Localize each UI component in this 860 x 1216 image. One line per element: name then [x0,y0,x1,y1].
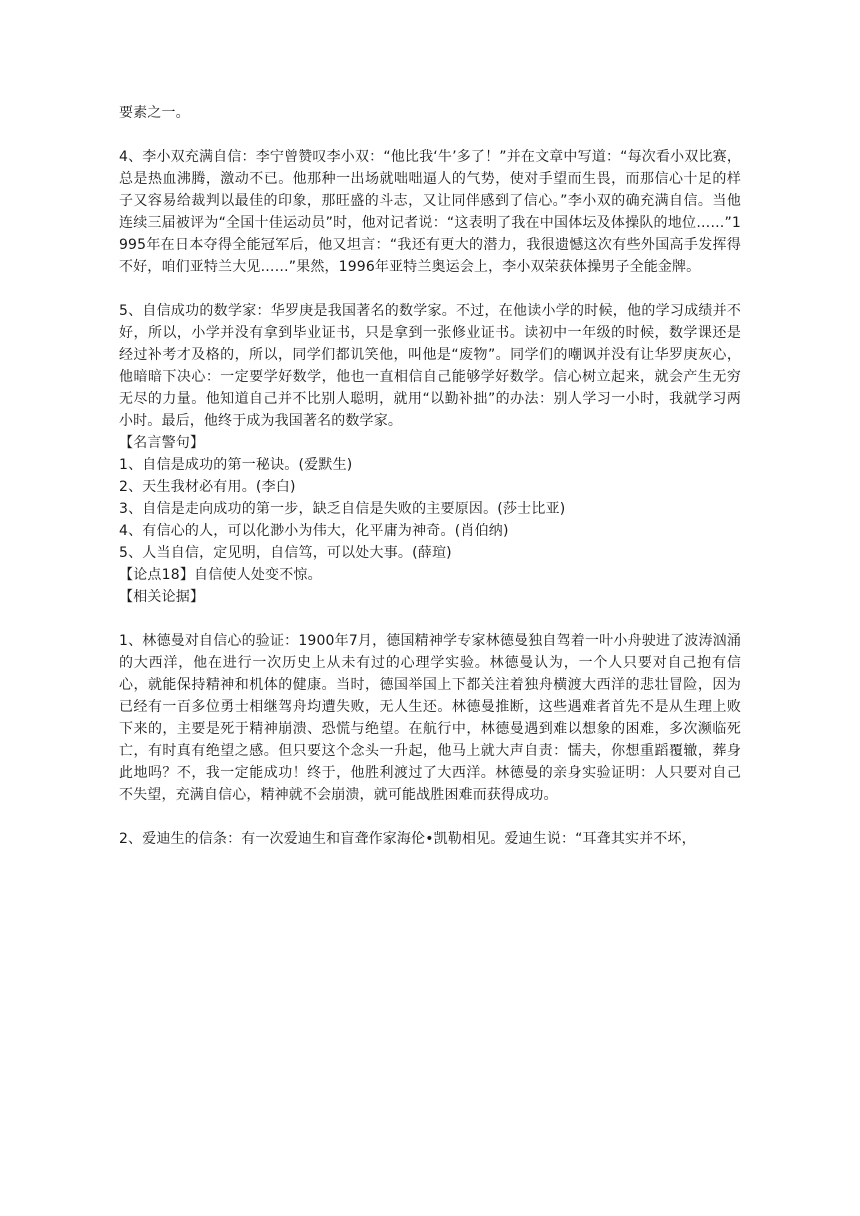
story-hua-luogeng-paragraph: 5、自信成功的数学家：华罗庚是我国著名的数学家。不过，在他读小学的时候，他的学习成绩并不好，所以，小学并没有拿到毕业证书，只是拿到一张修业证书。读初中一年级的时候，数学课还是经过补考才及格的，所以，同学们都讥笑他，叫他是“废物”。同学们的嘲讽并没有让华罗庚灰心，他暗暗下决心：一定要学好数学，他也一直相信自己能够学好数学。信心树立起来，就会产生无穷无尽的力量。他知道自己并不比别人聪明，就用“以勤补拙”的办法：别人学习一小时，我就学习两小时。最后，他终于成为我国著名的数学家。 [119,303,741,429]
quote-item: 4、有信心的人，可以化渺小为伟大，化平庸为神奇。(肖伯纳) [119,523,509,539]
quote-item: 5、人当自信，定见明，自信笃，可以处大事。(薛瑄) [119,545,452,561]
evidence-lindemann-paragraph: 1、林德曼对自信心的验证：1900年7月，德国精神学专家林德曼独自驾着一叶小舟驶进了波涛汹涌的大西洋，他在进行一次历史上从未有过的心理学实验。林德曼认为，一个人只要对自己抱有信心，就能保持精神和机体的健康。当时，德国举国上下都关注着独舟横渡大西洋的悲壮冒险，因为已经有一百多位勇士相继驾舟均遭失败，无人生还。林德曼推断，这些遇难者首先不是从生理上败下来的，主要是死于精神崩溃、恐慌与绝望。在航行中，林德曼遇到难以想象的困难，多次濒临死亡，有时真有绝望之感。但只要这个念头一升起，他马上就大声自责：懦夫，你想重蹈覆辙，葬身此地吗？不，我一定能成功！终于，他胜利渡过了大西洋。林德曼的亲身实验证明：人只要对自己不失望，充满自信心，精神就不会崩溃，就可能战胜困难而获得成功。 [119,633,741,803]
story-li-xiaoshuang-paragraph: 4、李小双充满自信：李宁曾赞叹李小双：“他比我‘牛’多了！”并在文章中写道：“每次看小双比赛，总是热血沸腾，激动不已。他那种一出场就咄咄逼人的气势，使对手望而生畏，而那信心十足的样子又容易给裁判以最佳的印象，那旺盛的斗志，又让同伴感到了信心。”李小双的确充满自信。当他连续三届被评为“全国十佳运动员”时，他对记者说：“这表明了我在中国体坛及体操队的地位……”1995年在日本夺得全能冠军后，他又坦言：“我还有更大的潜力，我很遗憾这次有些外国高手发挥得不好，咱们亚特兰大见……”果然，1996年亚特兰奥运会上，李小双荣获体操男子全能金牌。 [119,149,741,275]
quote-item: 1、自信是成功的第一秘诀。(爱默生) [119,457,353,473]
quotes-heading: 【名言警句】 [119,435,205,451]
evidence-edison-paragraph: 2、爱迪生的信条：有一次爱迪生和盲聋作家海伦•凯勒相见。爱迪生说：“耳聋其实并不坏， [119,831,696,847]
intro-tail-paragraph: 要素之一。 [119,105,190,121]
quote-item: 3、自信是走向成功的第一步，缺乏自信是失败的主要原因。(莎士比亚) [119,501,566,517]
evidence-heading: 【相关论据】 [119,589,205,605]
thesis-heading: 【论点18】自信使人处变不惊。 [119,567,322,583]
document-body [119,102,741,850]
quote-item: 2、天生我材必有用。(李白) [119,479,296,495]
